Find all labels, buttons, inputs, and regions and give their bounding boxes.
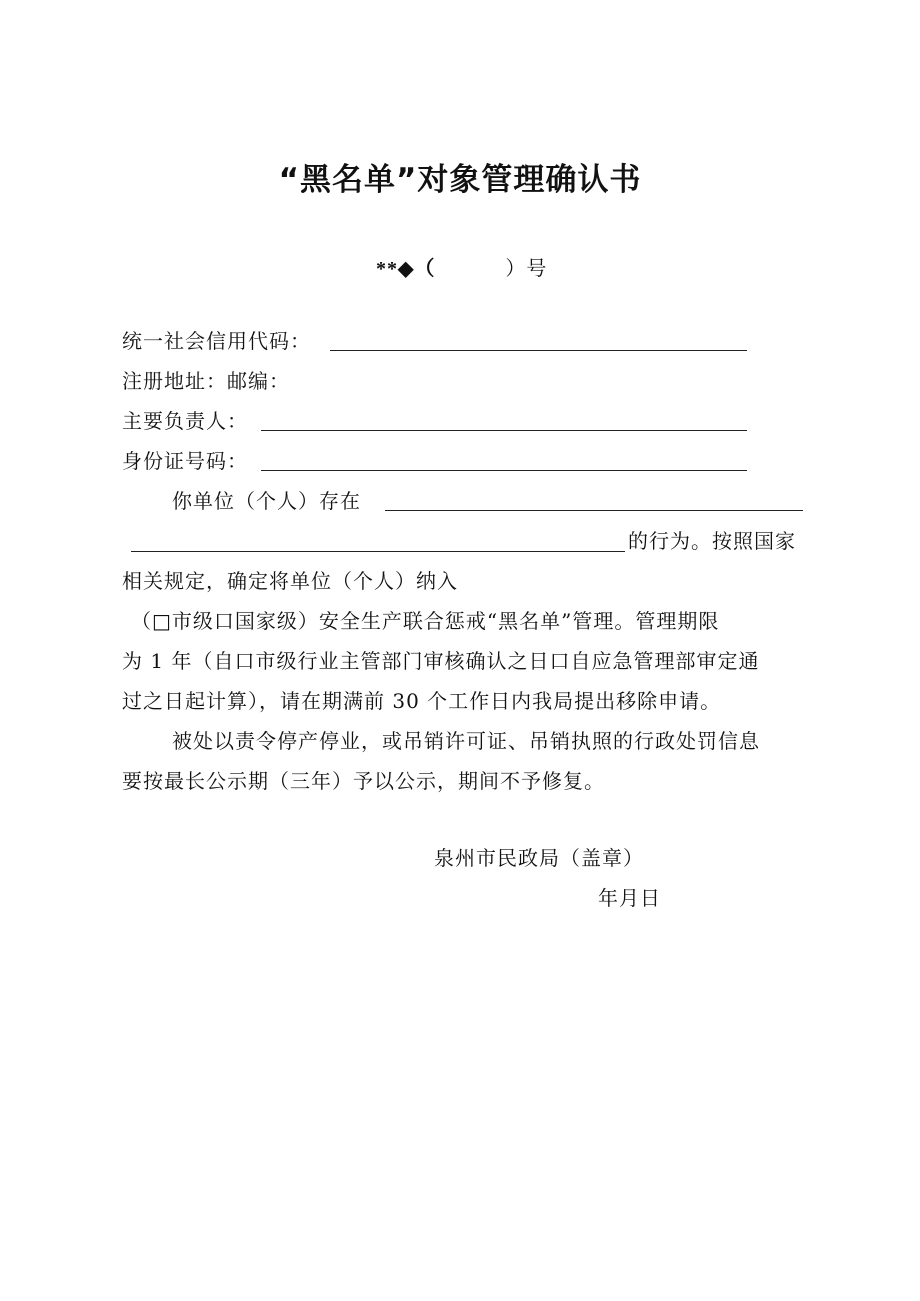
paragraph-1-line-5: 为 1 年（自口市级行业主管部门审核确认之日口自应急管理部审定通 — [122, 649, 760, 673]
document-number-suffix: ）号 — [505, 256, 548, 280]
paragraph-1-line-2: 的行为。按照国家 — [628, 529, 796, 553]
document-number-prefix: **◆（ — [376, 258, 436, 280]
principal-blank — [261, 430, 747, 431]
document-number — [376, 252, 547, 281]
violation-blank-2 — [131, 551, 625, 552]
issue-date: 年月日 — [598, 886, 661, 910]
paragraph-2-line-1: 被处以责令停产停业，或吊销许可证、吊销执照的行政处罚信息 — [172, 729, 760, 753]
paragraph-1-line-6: 过之日起计算），请在期满前 30 个工作日内我局提出移除申请。 — [122, 689, 722, 713]
violation-blank-1 — [385, 510, 803, 511]
principal-label: 主要负责人： — [122, 409, 248, 433]
id-number-label: 身份证号码： — [122, 449, 248, 473]
issuer-stamp: 泉州市民政局（盖章） — [434, 846, 644, 870]
document-title: “黑名单”对象管理确认书 — [278, 162, 642, 198]
id-number-blank — [261, 470, 747, 471]
paragraph-1-line-4: （□市级口国家级）安全生产联合惩戒“黑名单”管理。管理期限 — [131, 609, 720, 633]
credit-code-blank — [330, 350, 747, 351]
paragraph-2-line-2: 要按最长公示期（三年）予以公示，期间不予修复。 — [122, 769, 605, 793]
address-label: 注册地址：邮编： — [122, 369, 290, 393]
paragraph-1-line-3: 相关规定，确定将单位（个人）纳入 — [122, 569, 458, 593]
credit-code-label: 统一社会信用代码： — [122, 329, 311, 353]
paragraph-1-line-1: 你单位（个人）存在 — [172, 489, 361, 513]
